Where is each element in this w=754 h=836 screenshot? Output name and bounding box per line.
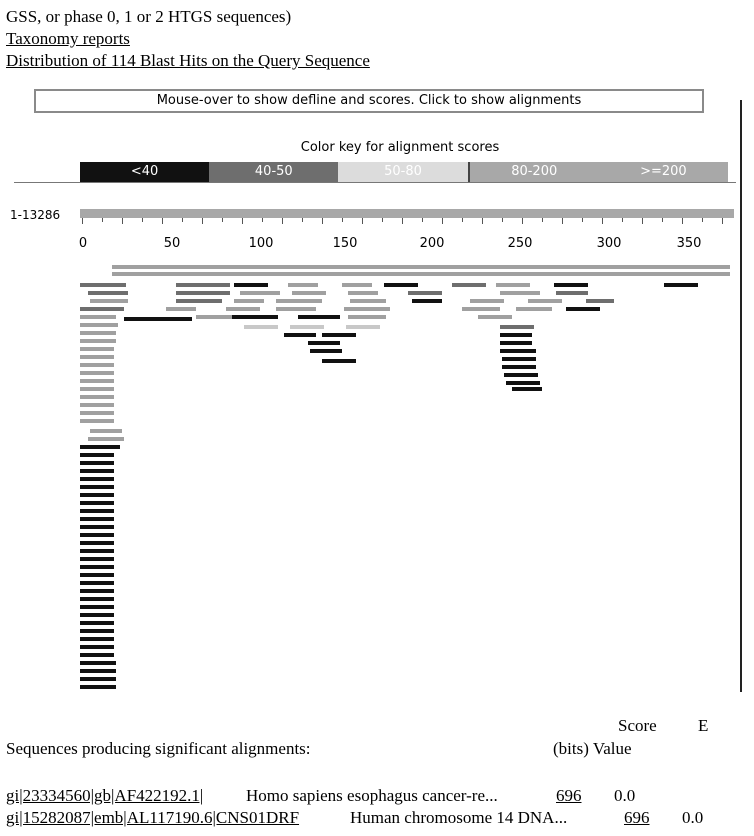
alignment-hit-bar[interactable] [80, 685, 116, 689]
axis-tick-label: 50 [163, 236, 181, 251]
ruler-tick [462, 218, 463, 222]
color-key-80-200: 80-200 [468, 162, 599, 182]
alignment-hit-bar[interactable] [80, 525, 114, 529]
alignment-hit-bar[interactable] [80, 315, 116, 319]
ruler-tick [102, 218, 103, 222]
alignment-hit-bar[interactable] [240, 291, 280, 295]
alignment-hit-bar[interactable] [384, 283, 418, 287]
alignment-hit-bar[interactable] [80, 597, 114, 601]
alignment-hit-bar[interactable] [566, 307, 600, 311]
score-header: Score [618, 716, 657, 735]
alignment-hit-bar[interactable] [470, 299, 504, 303]
ruler-tick [582, 218, 583, 222]
header-text: GSS, or phase 0, 1 or 2 HTGS sequences) [6, 7, 292, 26]
ruler-tick [522, 218, 523, 224]
alignment-hit-bar[interactable] [80, 411, 114, 415]
ruler-tick [542, 218, 543, 222]
ruler-tick [602, 218, 603, 224]
color-key-40-50: 40-50 [209, 162, 338, 182]
axis-tick-label: 100 [248, 236, 274, 251]
alignment-hit-bar[interactable] [80, 307, 124, 311]
color-key-lt40: <40 [80, 162, 209, 182]
alignment-hit-bar[interactable] [232, 315, 278, 319]
axis-tick-label: 250 [507, 236, 533, 251]
e-header: E [698, 716, 709, 735]
color-key-50-80: 50-80 [338, 162, 467, 182]
alignment-hit-bar[interactable] [80, 493, 114, 497]
alignment-hit-bar[interactable] [112, 265, 730, 269]
alignment-hit-bar[interactable] [500, 325, 534, 329]
alignment-hit-bar[interactable] [288, 283, 318, 287]
alignment-hit-bar[interactable] [80, 669, 116, 673]
alignment-hit-bar[interactable] [504, 373, 538, 377]
alignment-hit-bar[interactable] [284, 333, 316, 337]
alignment-hit-bar[interactable] [80, 445, 120, 449]
result-row-id-link[interactable]: gi|15282087|emb|AL117190.6|CNS01DRF [6, 808, 300, 827]
alignment-hit-bar[interactable] [80, 453, 114, 457]
alignment-hit-bar[interactable] [500, 349, 536, 353]
alignment-hit-bar[interactable] [80, 363, 114, 367]
ruler-tick [622, 218, 623, 222]
alignment-hit-bar[interactable] [112, 272, 730, 276]
alignment-hit-bar[interactable] [276, 307, 316, 311]
alignment-hit-bar[interactable] [176, 283, 230, 287]
alignment-hit-bar[interactable] [80, 581, 114, 585]
alignment-hit-bar[interactable] [80, 517, 114, 521]
result-row-description: Human chromosome 14 DNA... [350, 808, 568, 827]
alignment-hit-bar[interactable] [244, 325, 278, 329]
alignment-hit-bar[interactable] [528, 299, 562, 303]
axis-tick-label: 300 [596, 236, 622, 251]
alignment-hit-bar[interactable] [452, 283, 486, 287]
ruler-tick [642, 218, 643, 224]
ruler-tick [422, 218, 423, 222]
ruler-tick [682, 218, 683, 224]
result-row-score-link[interactable]: 696 [556, 786, 582, 805]
alignment-hit-bar[interactable] [80, 485, 114, 489]
alignment-hit-bar[interactable] [350, 299, 386, 303]
distribution-link[interactable]: Distribution of 114 Blast Hits on the Query Sequence [6, 51, 370, 70]
alignment-hit-bar[interactable] [556, 291, 588, 295]
alignment-hit-bar[interactable] [298, 315, 340, 319]
alignment-hit-bar[interactable] [506, 381, 540, 385]
alignment-hit-bar[interactable] [512, 387, 542, 391]
ruler-tick [722, 218, 723, 224]
alignment-hit-bar[interactable] [80, 403, 114, 407]
alignment-hit-bar[interactable] [478, 315, 512, 319]
alignment-hit-bar[interactable] [226, 307, 260, 311]
alignment-hit-bar[interactable] [310, 349, 342, 353]
alignment-hit-bar[interactable] [80, 395, 114, 399]
ruler-tick [242, 218, 243, 224]
alignment-hit-bar[interactable] [496, 283, 530, 287]
ruler-tick [442, 218, 443, 224]
ruler-tick [482, 218, 483, 224]
alignment-hit-bar[interactable] [500, 291, 540, 295]
alignment-hit-bar[interactable] [80, 653, 114, 657]
alignment-hit-bar[interactable] [80, 541, 114, 545]
alignment-hit-bar[interactable] [80, 419, 114, 423]
alignment-hit-bar[interactable] [234, 283, 268, 287]
alignment-hit-bar[interactable] [80, 355, 114, 359]
alignment-hit-bar[interactable] [290, 325, 324, 329]
alignment-hit-bar[interactable] [90, 299, 128, 303]
alignment-hit-bar[interactable] [586, 299, 614, 303]
alignment-hit-bar[interactable] [80, 605, 114, 609]
ruler-tick [322, 218, 323, 224]
alignment-hit-bar[interactable] [80, 347, 114, 351]
ruler-tick [222, 218, 223, 222]
alignment-hit-bar[interactable] [308, 341, 340, 345]
alignment-hit-bar[interactable] [176, 299, 222, 303]
alignment-hit-bar[interactable] [502, 365, 536, 369]
alignment-hit-bar[interactable] [664, 283, 698, 287]
alignment-hit-bar[interactable] [80, 501, 114, 505]
alignment-hit-bar[interactable] [344, 307, 390, 311]
alignment-hit-bar[interactable] [80, 621, 114, 625]
result-row-id-link[interactable]: gi|23334560|gb|AF422192.1| [6, 786, 204, 805]
query-range-label: 1-13286 [10, 208, 61, 222]
ruler-tick [262, 218, 263, 222]
alignment-hit-bar[interactable] [80, 477, 114, 481]
alignment-hit-bar[interactable] [80, 637, 114, 641]
defline-display-box: Mouse-over to show defline and scores. Click to show alignments [34, 89, 704, 113]
ruler-tick [342, 218, 343, 222]
axis-tick-label: 0 [78, 236, 88, 251]
ruler-tick [502, 218, 503, 222]
result-row-evalue: 0.0 [682, 808, 704, 827]
color-key-title: Color key for alignment scores [300, 140, 500, 155]
ruler-tick [662, 218, 663, 222]
color-key-bar [80, 162, 728, 182]
ruler-tick [302, 218, 303, 222]
alignment-hit-bar[interactable] [80, 461, 114, 465]
alignment-hit-bar[interactable] [80, 557, 114, 561]
query-ruler [80, 209, 734, 218]
axis-tick-label: 200 [419, 236, 445, 251]
divider [14, 182, 736, 183]
alignment-hit-bar[interactable] [322, 333, 356, 337]
alignment-hit-bar[interactable] [88, 291, 128, 295]
alignment-hit-bar[interactable] [80, 331, 116, 335]
alignment-hit-bar[interactable] [80, 469, 114, 473]
alignment-hit-bar[interactable] [348, 291, 378, 295]
alignment-hit-bar[interactable] [80, 549, 114, 553]
alignment-hit-bar[interactable] [80, 387, 114, 391]
ruler-tick [142, 218, 143, 222]
alignment-hit-bar[interactable] [80, 379, 114, 383]
ruler-tick [702, 218, 703, 222]
alignment-hit-bar[interactable] [346, 325, 380, 329]
ruler-tick [202, 218, 203, 224]
alignment-hit-bar[interactable] [80, 573, 114, 577]
color-key-gte200: >=200 [599, 162, 728, 182]
alignment-hit-bar[interactable] [80, 323, 118, 327]
graphic-right-border [740, 100, 742, 692]
alignment-hit-bar[interactable] [462, 307, 500, 311]
alignment-hit-bar[interactable] [80, 565, 114, 569]
result-row-score-link[interactable]: 696 [624, 808, 650, 827]
ruler-tick [402, 218, 403, 224]
alignment-hit-bar[interactable] [342, 283, 372, 287]
ruler-tick [382, 218, 383, 222]
alignment-hit-bar[interactable] [500, 333, 532, 337]
alignment-hit-bar[interactable] [80, 613, 114, 617]
alignment-hit-bar[interactable] [408, 291, 442, 295]
alignment-hit-bar[interactable] [88, 437, 124, 441]
axis-tick-label: 150 [332, 236, 358, 251]
alignment-hit-bar[interactable] [80, 339, 116, 343]
alignment-hit-bar[interactable] [90, 429, 122, 433]
ruler-tick [162, 218, 163, 224]
sequences-label: Sequences producing significant alignments: [6, 739, 311, 758]
ruler-tick [282, 218, 283, 224]
alignment-hit-bar[interactable] [166, 307, 196, 311]
axis-tick-label: 350 [676, 236, 702, 251]
ruler-tick [82, 218, 83, 224]
alignment-hit-bar[interactable] [176, 291, 230, 295]
alignment-hit-bar[interactable] [80, 629, 114, 633]
alignment-hit-bar[interactable] [554, 283, 588, 287]
alignment-hit-bar[interactable] [80, 283, 126, 287]
alignment-hit-bar[interactable] [80, 677, 116, 681]
alignment-hit-bar[interactable] [80, 661, 116, 665]
result-row-evalue: 0.0 [614, 786, 636, 805]
alignment-hit-bar[interactable] [80, 533, 114, 537]
alignment-hit-bar[interactable] [80, 371, 114, 375]
taxonomy-reports-link[interactable]: Taxonomy reports [6, 29, 130, 48]
alignment-hit-bar[interactable] [80, 509, 114, 513]
alignment-hit-bar[interactable] [322, 359, 356, 363]
bits-value-header: (bits) Value [553, 739, 632, 758]
ruler-tick [562, 218, 563, 224]
alignment-hit-bar[interactable] [516, 307, 552, 311]
alignment-hit-bar[interactable] [124, 317, 192, 321]
alignment-hit-bar[interactable] [80, 645, 114, 649]
ruler-tick [122, 218, 123, 224]
alignment-hit-bar[interactable] [500, 341, 532, 345]
alignment-hit-bar[interactable] [502, 357, 536, 361]
alignment-hit-bar[interactable] [234, 299, 264, 303]
alignment-hit-bar[interactable] [292, 291, 326, 295]
alignment-hit-bar[interactable] [412, 299, 442, 303]
alignment-hit-bar[interactable] [276, 299, 322, 303]
ruler-tick [182, 218, 183, 222]
alignment-hit-bar[interactable] [348, 315, 386, 319]
result-row-description: Homo sapiens esophagus cancer-re... [246, 786, 498, 805]
ruler-tick [362, 218, 363, 224]
alignment-hit-bar[interactable] [80, 589, 114, 593]
